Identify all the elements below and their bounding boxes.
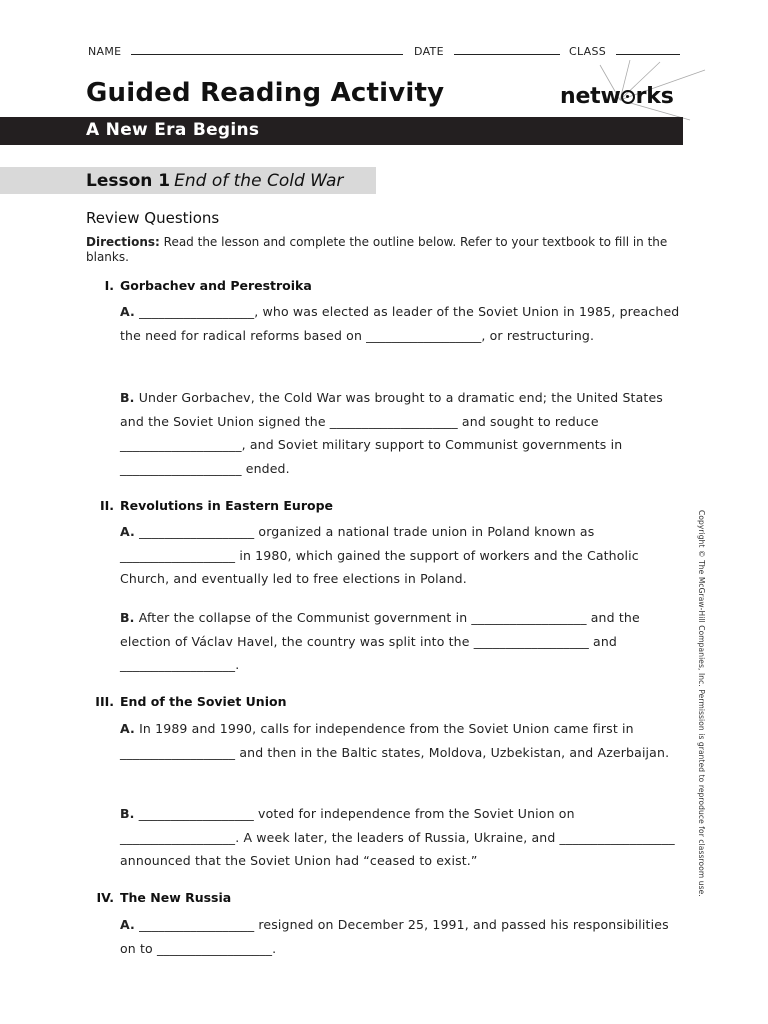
- name-field[interactable]: [88, 45, 403, 58]
- name-blank[interactable]: [131, 45, 403, 55]
- brand-logo-text-1: netw: [560, 84, 621, 109]
- section-number: II.: [99, 498, 114, 513]
- item-text: __________________ resigned on December 25, 1991, and passed his responsibilities on to __________________.: [120, 917, 669, 956]
- lesson-heading: [86, 171, 343, 191]
- item-letter: A.: [120, 917, 135, 932]
- section-heading: [86, 498, 333, 513]
- brand-o-icon: [621, 90, 635, 104]
- item-letter: A.: [120, 721, 135, 736]
- copyright-notice: Copyright © The McGraw-Hill Companies, Inc. Permission is granted to reproduce for classroom use.: [697, 510, 706, 897]
- brand-logo-text-2: rks: [635, 84, 674, 109]
- outline-item[interactable]: [120, 300, 680, 347]
- section-title: End of the Soviet Union: [120, 694, 287, 709]
- outline-item[interactable]: [120, 520, 680, 591]
- directions-text: Read the lesson and complete the outline below. Refer to your textbook to fill in the blanks.: [86, 235, 668, 264]
- outline-item[interactable]: [120, 606, 680, 677]
- section-heading: [86, 694, 286, 709]
- item-text: After the collapse of the Communist government in __________________ and the election of Václav Havel, the country was split into the __________________ and __________________.: [120, 610, 640, 672]
- directions: [86, 235, 686, 265]
- section-title: Revolutions in Eastern Europe: [120, 498, 333, 513]
- class-blank[interactable]: [616, 45, 680, 55]
- section-number: IV.: [96, 890, 114, 905]
- lesson-title: End of the Cold War: [174, 171, 344, 191]
- section-number: I.: [104, 278, 114, 293]
- item-letter: A.: [120, 524, 135, 539]
- item-text: In 1989 and 1990, calls for independence from the Soviet Union came first in __________________ and then in the Baltic states, Moldova, Uzbekistan, and Azerbaijan.: [120, 721, 670, 760]
- page-title: Guided Reading Activity: [86, 78, 445, 108]
- section-number: III.: [95, 694, 114, 709]
- class-field[interactable]: [569, 45, 680, 58]
- section-heading: [86, 890, 231, 905]
- date-field[interactable]: [414, 45, 560, 58]
- directions-label: Directions:: [86, 235, 160, 249]
- section-heading: [86, 278, 312, 293]
- outline-item[interactable]: [120, 717, 680, 764]
- lesson-number: Lesson 1: [86, 171, 171, 191]
- date-blank[interactable]: [454, 45, 560, 55]
- brand-logo: [560, 84, 674, 109]
- item-text: __________________, who was elected as leader of the Soviet Union in 1985, preached the need for radical reforms based on __________________, or restructuring.: [120, 304, 680, 343]
- date-label: DATE: [414, 45, 444, 58]
- item-letter: B.: [120, 610, 135, 625]
- review-questions-heading: Review Questions: [86, 209, 220, 227]
- class-label: CLASS: [569, 45, 607, 58]
- section-title: The New Russia: [120, 890, 232, 905]
- chapter-title: A New Era Begins: [86, 120, 260, 140]
- item-text: __________________ organized a national trade union in Poland known as __________________ in 1980, which gained the support of workers and the Catholic Church, and eventually led to free elections in Poland.: [120, 524, 639, 586]
- outline-item[interactable]: [120, 386, 680, 480]
- item-text: Under Gorbachev, the Cold War was brought to a dramatic end; the United States and the Soviet Union signed the ____________________ and sought to reduce ___________________, and Soviet military support to Communist governments in ___________________ ended.: [120, 390, 663, 476]
- section-title: Gorbachev and Perestroika: [120, 278, 312, 293]
- item-text: __________________ voted for independence from the Soviet Union on __________________. A week later, the leaders of Russia, Ukraine, and __________________ announced that the Soviet Union had “ceased to exist.”: [120, 806, 675, 868]
- outline-item[interactable]: [120, 802, 680, 873]
- item-letter: A.: [120, 304, 135, 319]
- item-letter: B.: [120, 806, 135, 821]
- name-label: NAME: [88, 45, 122, 58]
- outline-item[interactable]: [120, 913, 680, 960]
- item-letter: B.: [120, 390, 135, 405]
